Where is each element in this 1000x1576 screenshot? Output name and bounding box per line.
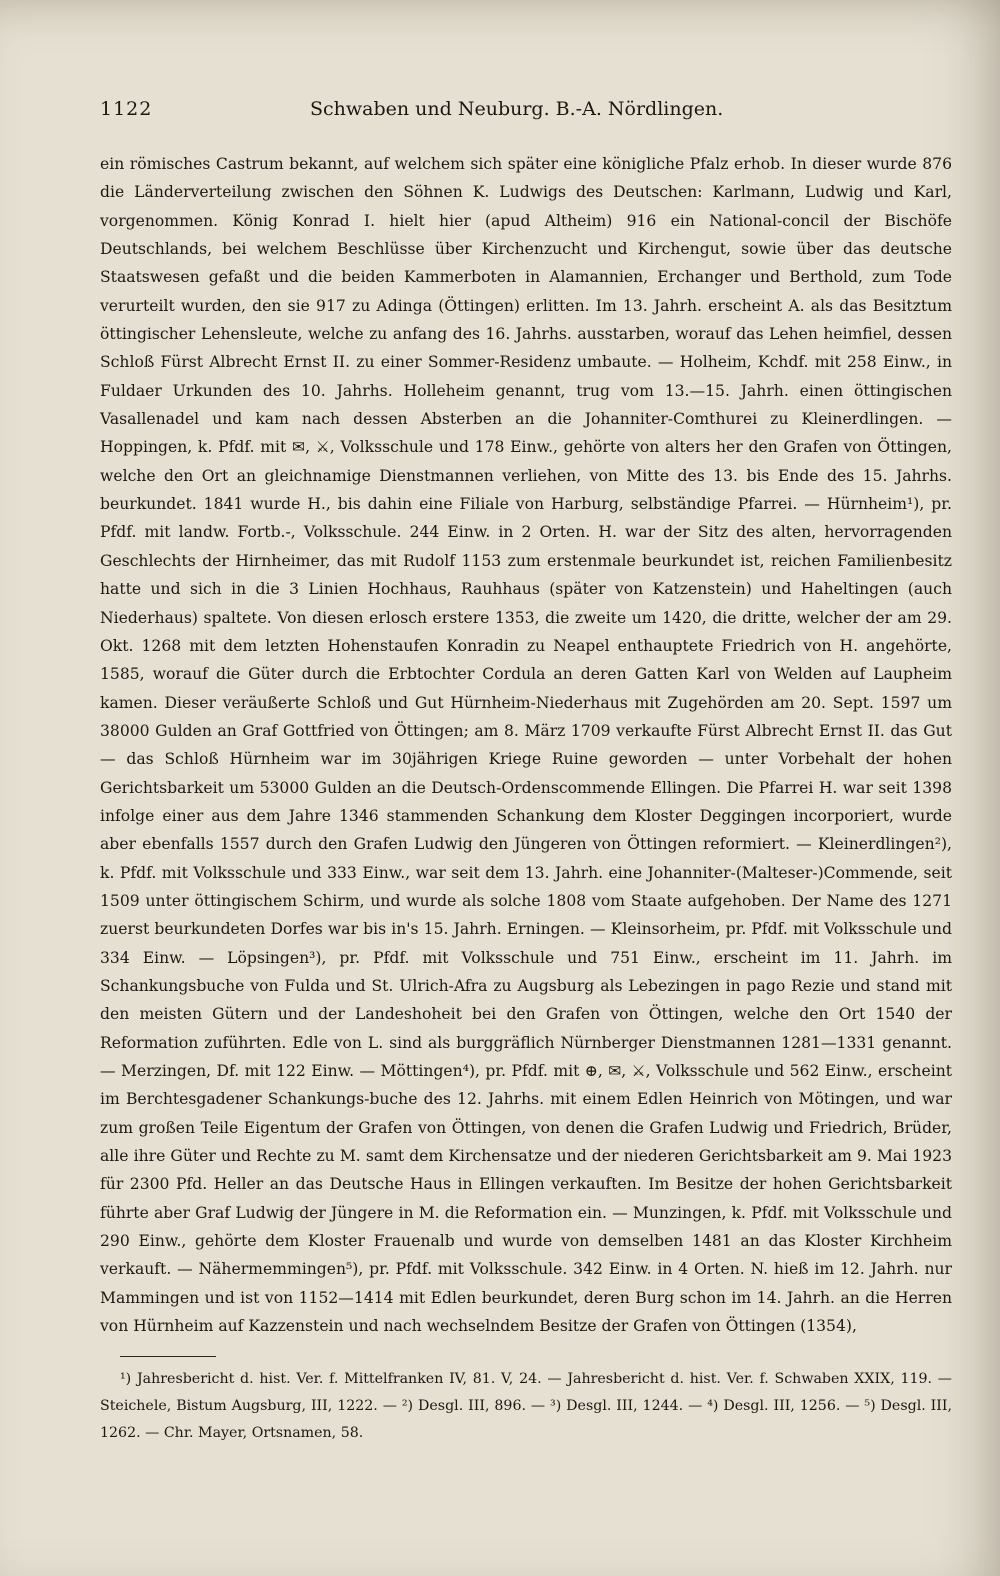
- body-paragraph: ein römisches Castrum bekannt, auf welchem sich später eine königliche Pfalz erhob. In dieser wurde 876 die Länderverteilung zwischen den Söhnen K. Ludwigs des Deutschen: Karlmann, Ludwig und Karl, vorgenommen. König Konrad I. hielt hier (apud Altheim) 916 ein National-concil der Bischöfe Deutschlands, bei welchem Beschlüsse über Kirchenzucht und Kirchengut, sowie über das deutsche Staatswesen gefaßt und die beiden Kammerboten in Alamannien, Erchanger und Berthold, zum Tode verurteilt wurden, den sie 917 zu Adinga (Öttingen) erlitten. Im 13. Jahrh. erscheint A. als das Besitztum öttingischer Lehensleute, welche zu anfang des 16. Jahrhs. ausstarben, worauf das Lehen heimfiel, dessen Schloß Fürst Albrecht Ernst II. zu einer Sommer-Residenz umbaute. — Holheim, Kchdf. mit 258 Einw., in Fuldaer Urkunden des 10. Jahrhs. Holleheim genannt, trug vom 13.—15. Jahrh. einen öttingischen Vasallenadel und kam nach dessen Absterben an die Johanniter-Comthurei zu Kleinerdlingen. — Hoppingen, k. Pfdf. mit ✉, ⚔, Volksschule und 178 Einw., gehörte von alters her den Grafen von Öttingen, welche den Ort an gleichnamige Dienstmannen verliehen, von Mitte des 13. bis Ende des 15. Jahrhs. beurkundet. 1841 wurde H., bis dahin eine Filiale von Harburg, selbständige Pfarrei. — Hürnheim¹), pr. Pfdf. mit landw. Fortb.-, Volksschule. 244 Einw. in 2 Orten. H. war der Sitz des alten, hervorragenden Geschlechts der Hirnheimer, das mit Rudolf 1153 zum erstenmale beurkundet ist, reichen Familienbesitz hatte und sich in die 3 Linien Hochhaus, Rauhhaus (später von Katzenstein) und Haheltingen (auch Niederhaus) spaltete. Von diesen erlosch erstere 1353, die zweite um 1420, die dritte, welcher der am 29. Okt. 1268 mit dem letzten Hohenstaufen Konradin zu Neapel enthauptete Friedrich von H. angehörte, 1585, worauf die Güter durch die Erbtochter Cordula an deren Gatten Karl von Welden auf Laupheim kamen. Dieser veräußerte Schloß und Gut Hürnheim-Niederhaus mit Zugehörden am 20. Sept. 1597 um 38000 Gulden an Graf Gottfried von Öttingen; am 8. März 1709 verkaufte Fürst Albrecht Ernst II. das Gut — das Schloß Hürnheim war im 30jährigen Kriege Ruine geworden — unter Vorbehalt der hohen Gerichtsbarkeit um 53000 Gulden an die Deutsch-Ordenscommende Ellingen. Die Pfarrei H. war seit 1398 infolge einer aus dem Jahre 1346 stammenden Schankung dem Kloster Deggingen incorporiert, wurde aber ebenfalls 1557 durch den Grafen Ludwig den Jüngeren von Öttingen reformiert. — Kleinerdlingen²), k. Pfdf. mit Volksschule und 333 Einw., war seit dem 13. Jahrh. eine Johanniter-(Malteser-)Commende, seit 1509 unter öttingischem Schirm, und wurde als solche 1808 vom Staate aufgehoben. Der Name des 1271 zuerst beurkundeten Dorfes war bis in's 15. Jahrh. Erningen. — Kleinsorheim, pr. Pfdf. mit Volksschule und 334 Einw. — Löpsingen³), pr. Pfdf. mit Volksschule und 751 Einw., erscheint im 11. Jahrh. im Schankungsbuche von Fulda und St. Ulrich-Afra zu Augsburg als Lebezingen in pago Rezie und stand mit den meisten Gütern und der Landeshoheit bei den Grafen von Öttingen, welche den Ort 1540 der Reformation zuführten. Edle von L. sind als burggräflich Nürnberger Dienstmannen 1281—1331 genannt. — Merzingen, Df. mit 122 Einw. — Möttingen⁴), pr. Pfdf. mit ⊕, ✉, ⚔, Volksschule und 562 Einw., erscheint im Berchtesgadener Schankungs-buche des 12. Jahrhs. mit einem Edlen Heinrich von Mötingen, und war zum großen Teile Eigentum der Grafen von Öttingen, von denen die Grafen Ludwig und Friedrich, Brüder, alle ihre Güter und Rechte zu M. samt dem Kirchensatze und der niederen Gerichtsbarkeit am 9. Mai 1923 für 2300 Pfd. Heller an das Deutsche Haus in Ellingen verkauften. Im Besitze der hohen Gerichtsbarkeit führte aber Graf Ludwig der Jüngere in M. die Reformation ein. — Munzingen, k. Pfdf. mit Volksschule und 290 Einw., gehörte dem Kloster Frauenalb und wurde von demselben 1481 an das Kloster Kirchheim verkauft. — Nähermemmingen⁵), pr. Pfdf. mit Volksschule. 342 Einw. in 4 Orten. N. hieß im 12. Jahrh. nur Mammingen und ist von 1152—1414 mit Edlen beurkundet, deren Burg schon im 14. Jahrh. an die Herren von Hürnheim auf Kazzenstein und nach wechselndem Besitze der Grafen von Öttingen (1354),: [100, 155, 952, 1336]
- footnotes: [100, 1366, 952, 1447]
- footnote-text: ¹) Jahresbericht d. hist. Ver. f. Mittelfranken IV, 81. V, 24. — Jahresbericht d. hist. Ver. f. Schwaben XXIX, 119. — Steichele, Bistum Augsburg, III, 1222. — ²) Desgl. III, 896. — ³) Desgl. III, 1244. — ⁴) Desgl. III, 1256. — ⁵) Desgl. III, 1262. — Chr. Mayer, Ortsnamen, 58.: [100, 1371, 952, 1441]
- running-title: Schwaben und Neuburg. B.-A. Nördlingen.: [310, 98, 724, 120]
- main-text-block: [100, 150, 952, 1340]
- page-number: 1122: [100, 98, 153, 120]
- footnote-divider: [120, 1356, 216, 1357]
